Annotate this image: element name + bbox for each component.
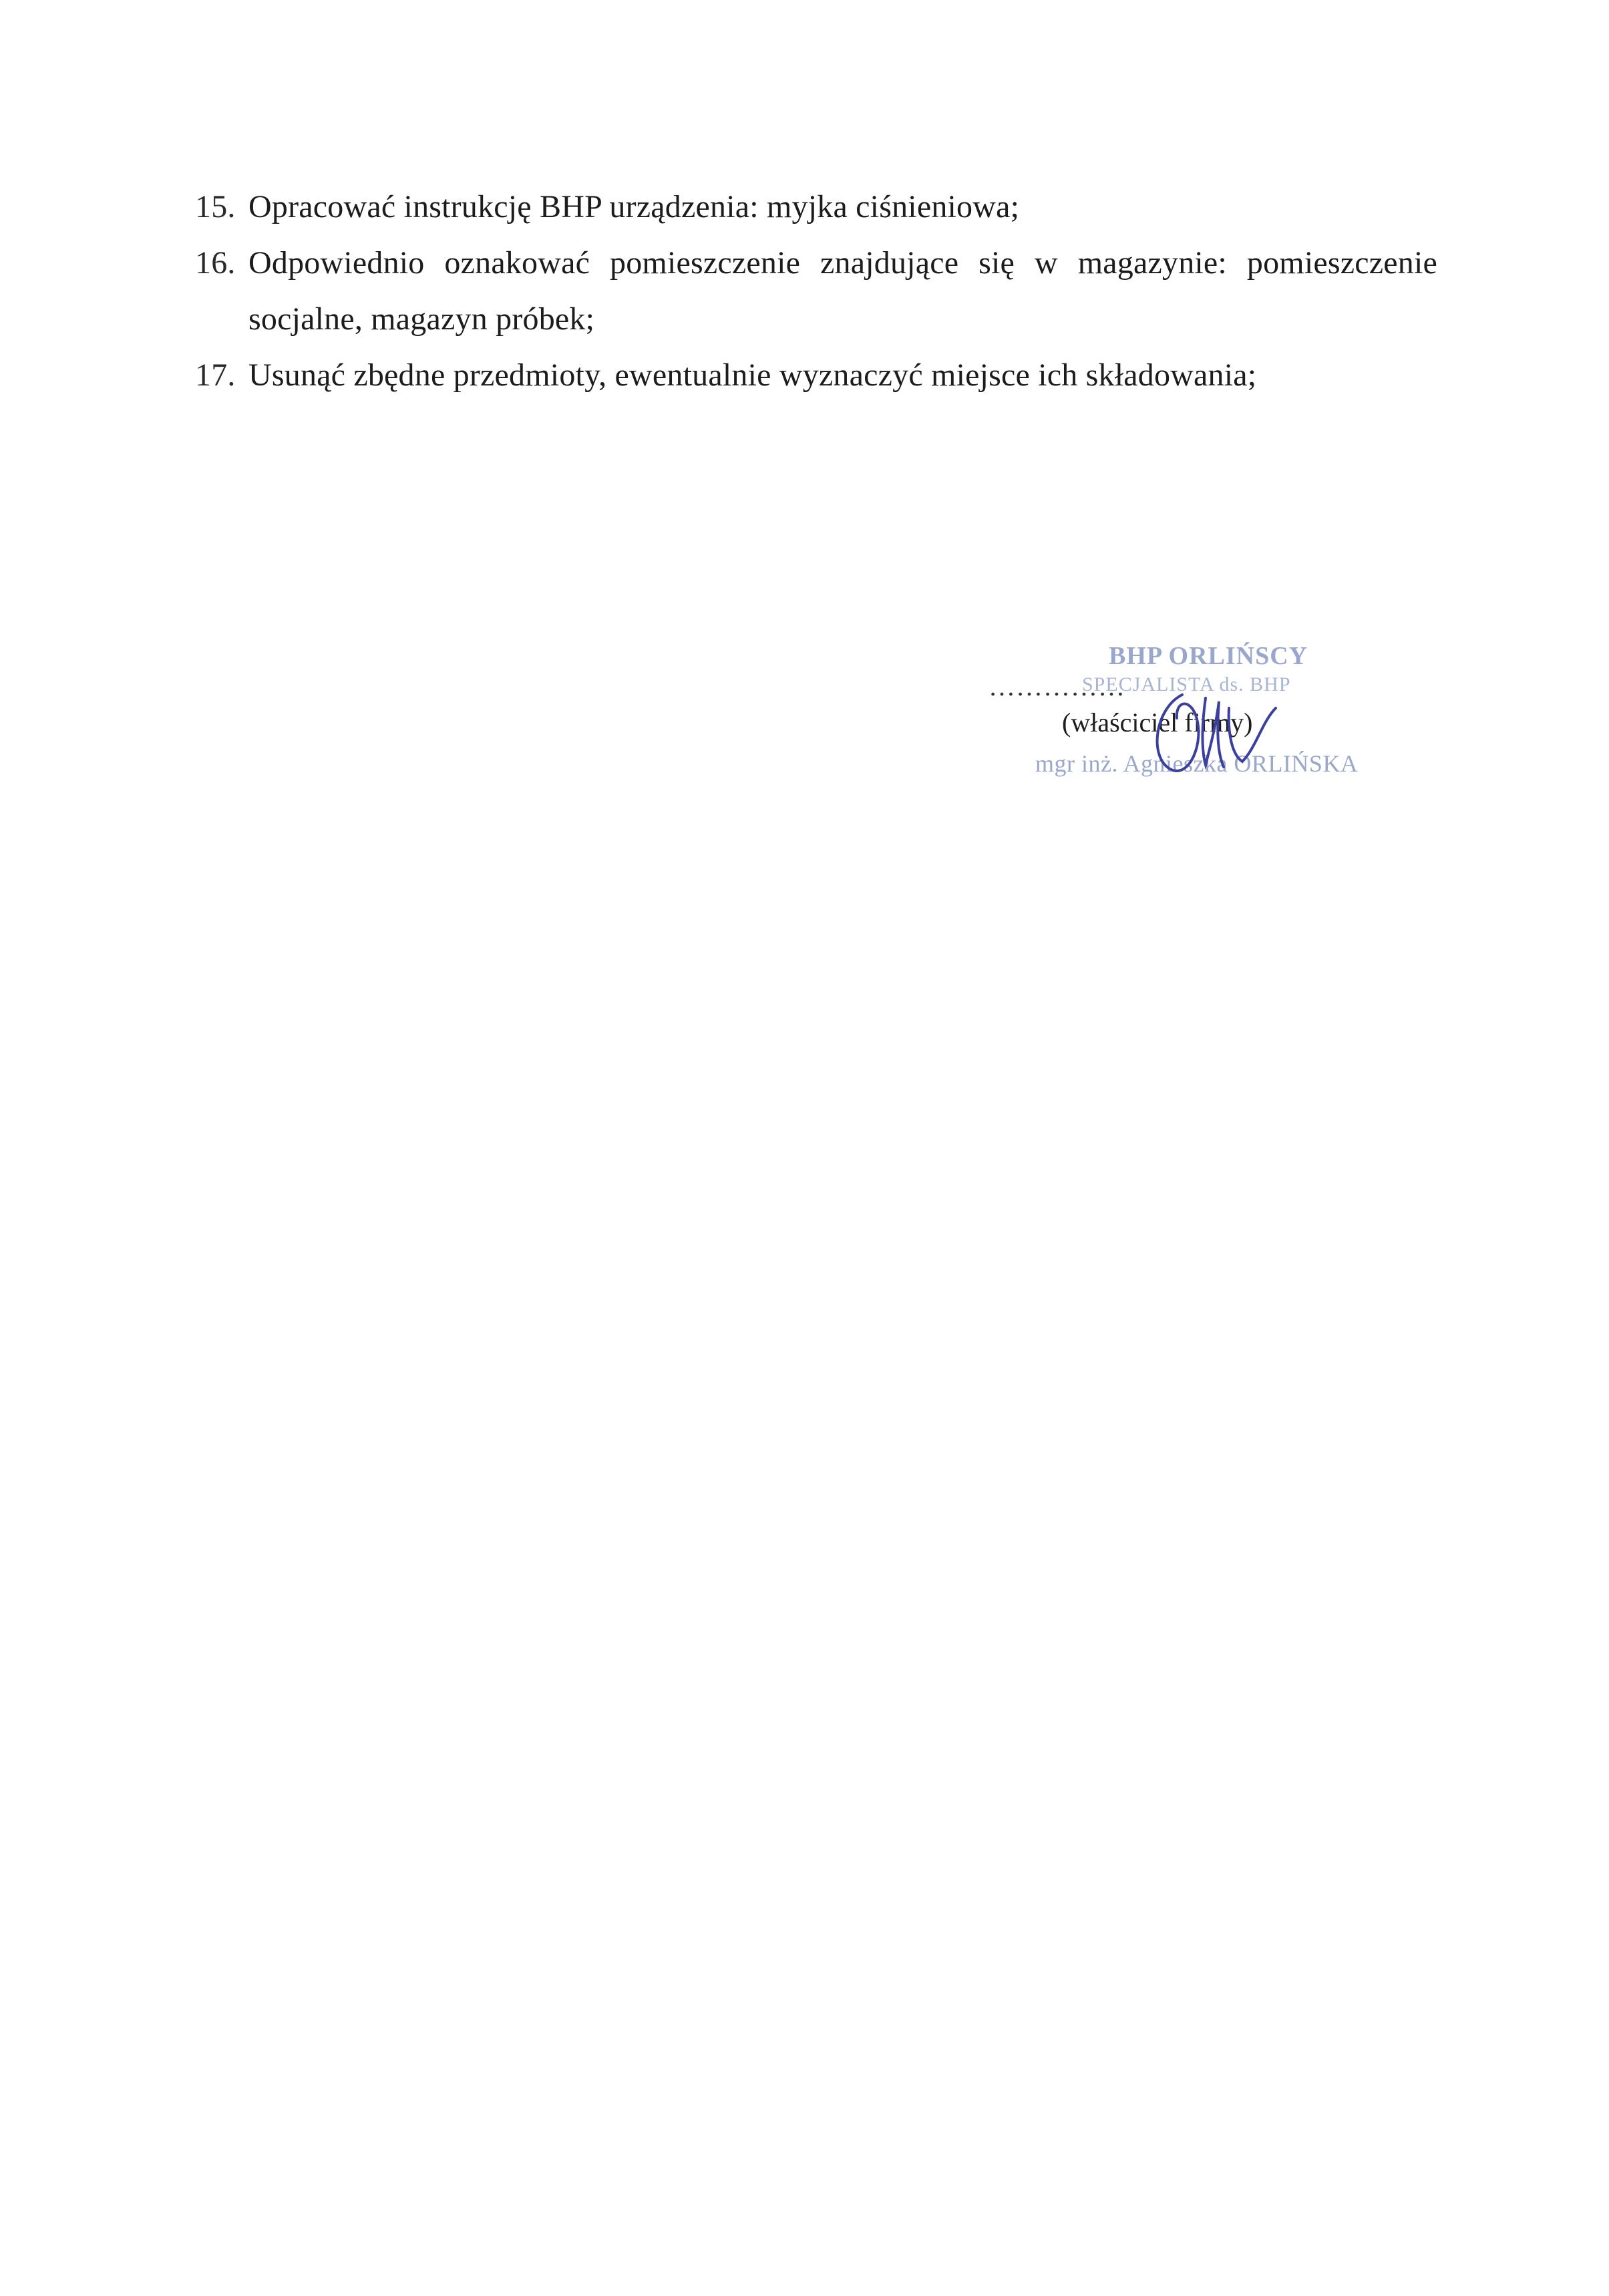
item-number: 16. [195, 245, 236, 281]
item-text: Usunąć zbędne przedmioty, ewentualnie wyznaczyć miejsce ich składowania; [248, 357, 1257, 393]
signature-role-label: (właściciel firmy) [1062, 707, 1253, 737]
item-text: Opracować instrukcję BHP urządzenia: myjka ciśnieniowa; [248, 189, 1020, 224]
list-item [195, 347, 1437, 403]
list-item [195, 235, 1437, 347]
signature-dots: …………… [989, 671, 1125, 701]
signature-block [989, 641, 1416, 795]
stamp-person-name: mgr inż. Agnieszka ORLIŃSKA [1035, 750, 1359, 777]
item-number: 15. [195, 189, 236, 224]
item-number: 17. [195, 357, 236, 393]
stamp-company-name: BHP ORLIŃSCY [1109, 642, 1308, 670]
recommendations-list [195, 179, 1437, 403]
list-item [195, 179, 1437, 235]
handwritten-signature [1142, 681, 1289, 782]
stamp-title: SPECJALISTA ds. BHP [1082, 673, 1291, 695]
item-text: Odpowiednio oznakować pomieszczenie znajdujące się w magazynie: pomieszczenie socjalne, magazyn próbek; [248, 245, 1437, 337]
